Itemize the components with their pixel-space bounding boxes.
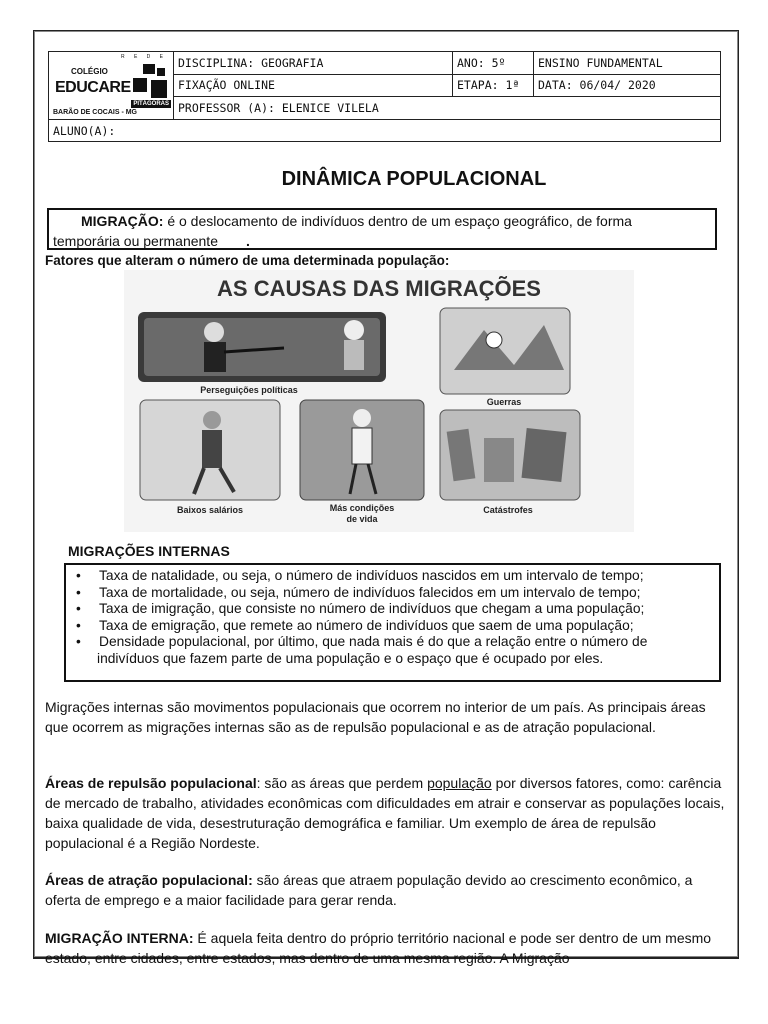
paragraph-atracao — [45, 870, 725, 910]
atracao-text: são áreas que atraem população devido ao crescimento econômico, a oferta de emprego e a maior facilidade para gerar renda. — [45, 872, 693, 908]
disciplina-cell: DISCIPLINA: GEOGRAFIA — [174, 52, 453, 75]
paragraph-migracoes-internas: Migrações internas são movimentos populacionais que ocorrem no interior de um país. As principais áreas que ocorrem as migrações internas são as de repulsão populacional e as de atração populacional. — [45, 699, 706, 735]
aluno-cell: ALUNO(A): — [49, 120, 721, 142]
figure-title: AS CAUSAS DAS MIGRAÇÕES — [217, 276, 541, 301]
header-table — [48, 51, 721, 142]
list-item: • Densidade populacional, por último, que nada mais é do que a relação entre o número de — [72, 634, 713, 651]
panel-guerras — [440, 308, 570, 394]
data-cell: DATA: 06/04/ 2020 — [534, 74, 721, 97]
etapa-cell: ETAPA: 1ª — [453, 74, 534, 97]
panel-perseguicoes — [138, 312, 386, 382]
definition-text-line2: temporária ou permanente — [53, 233, 218, 249]
logo-colegio: COLÉGIO — [71, 67, 108, 76]
repulsao-text-a: : são as áreas que perdem — [256, 775, 428, 791]
paragraph-migracao-interna — [45, 928, 725, 968]
caption-de-vida: de vida — [346, 514, 378, 524]
fatores-heading: Fatores que alteram o número de uma determinada população: — [45, 253, 450, 268]
definition-period: . — [246, 233, 250, 249]
caption-catastrofes: Catástrofes — [483, 505, 533, 515]
list-item-continuation: indivíduos que fazem parte de uma população e o espaço que é ocupado por eles. — [97, 650, 604, 666]
panel-mas-condicoes — [300, 400, 424, 500]
ano-cell: ANO: 5º — [453, 52, 534, 75]
page-title: DINÂMICA POPULACIONAL — [281, 168, 547, 190]
nivel-cell: ENSINO FUNDAMENTAL — [534, 52, 721, 75]
list-item: • Taxa de imigração, que consiste no número de indivíduos que chegam a uma população; — [72, 601, 713, 618]
list-item: • Taxa de emigração, que remete ao número de indivíduos que saem de uma população; — [72, 618, 713, 635]
logo-educare: EDUCARE — [55, 79, 131, 96]
caption-perseguicoes: Perseguições políticas — [200, 385, 298, 395]
atracao-term: Áreas de atração populacional: — [45, 872, 253, 888]
factors-box — [64, 563, 721, 682]
logo-squares-icon — [129, 64, 169, 100]
repulsao-term: Áreas de repulsão populacional — [45, 775, 257, 791]
professor-cell: PROFESSOR (A): ELENICE VILELA — [174, 97, 721, 120]
definition-box — [47, 208, 717, 250]
migration-causes-figure — [124, 270, 634, 532]
school-logo — [49, 52, 174, 120]
logo-location: BARÃO DE COCAIS - MG — [53, 109, 137, 116]
list-item: • Taxa de mortalidade, ou seja, número de indivíduos falecidos em um intervalo de tempo; — [72, 585, 713, 602]
caption-mas-condicoes: Más condições — [329, 503, 395, 513]
factors-list — [72, 568, 713, 651]
fixacao-cell: FIXAÇÃO ONLINE — [174, 74, 453, 97]
paragraph-repulsao — [45, 773, 725, 853]
populacao-link[interactable]: população — [427, 775, 492, 791]
definition-term: MIGRAÇÃO: — [81, 213, 164, 229]
migracoes-internas-heading: MIGRAÇÕES INTERNAS — [68, 543, 230, 559]
caption-guerras: Guerras — [486, 397, 522, 407]
definition-text-line1: é o deslocamento de indivíduos dentro de um espaço geográfico, de forma — [163, 213, 632, 229]
migracao-interna-text: É aquela feita dentro do próprio território nacional e pode ser dentro de um mesmo estado, entre cidades, entre estados, mas dentro de uma mesma região. A Migração — [45, 930, 712, 966]
logo-pitagoras: PITÁGORAS — [133, 101, 169, 107]
repulsao-text-b: por diversos fatores, como: carência de mercado de trabalho, atividades econômicas com dificuldades em atrair e conservar as populações locais, baixa qualidade de vida, desestruturação demográfica e familiar. Um exemplo de área de repulsão populacional é a Região Nordeste. — [45, 775, 725, 851]
migracao-interna-term: MIGRAÇÃO INTERNA: — [45, 930, 194, 946]
caption-baixos-salarios: Baixos salários — [176, 505, 244, 515]
list-item: • Taxa de natalidade, ou seja, o número de indivíduos nascidos em um intervalo de tempo; — [72, 568, 713, 585]
panel-baixos-salarios — [140, 400, 280, 500]
panel-catastrofes — [440, 410, 580, 500]
logo-rede: R E D E — [120, 54, 167, 60]
